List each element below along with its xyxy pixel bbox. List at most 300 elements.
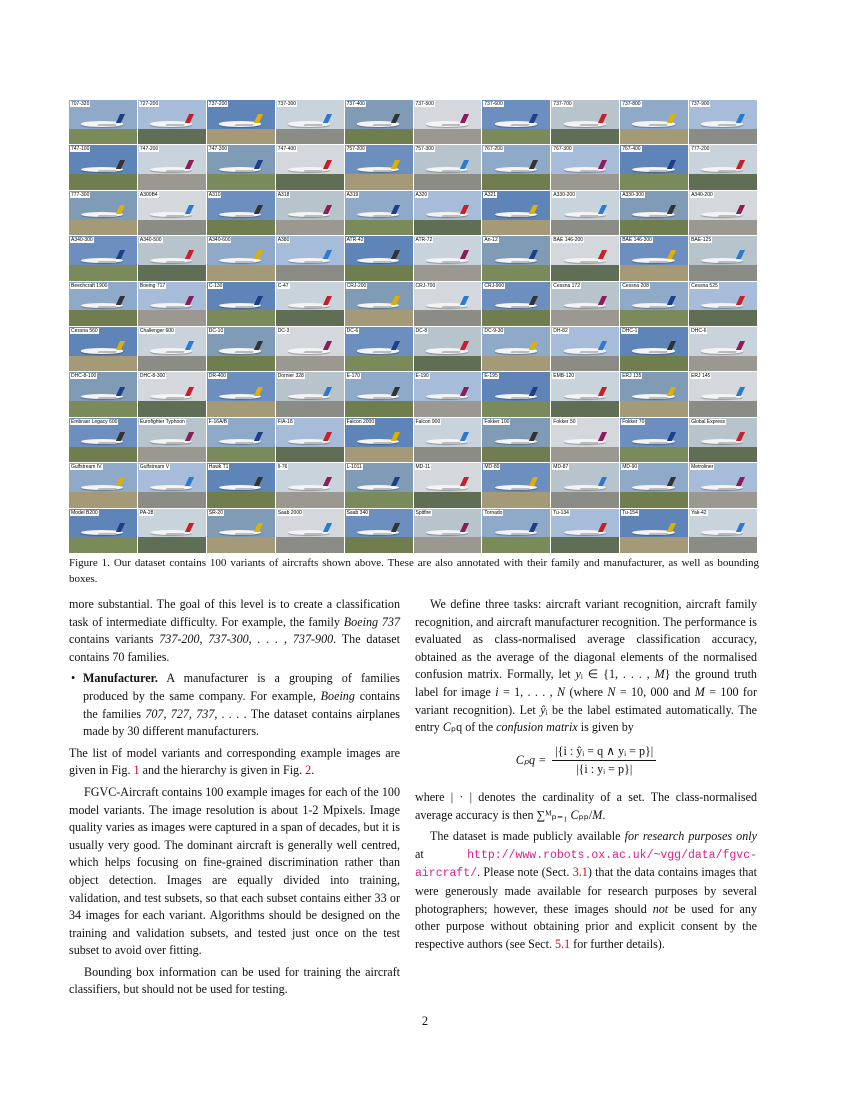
ground [482, 220, 550, 236]
aircraft-image [138, 236, 206, 280]
aircraft-image [345, 327, 413, 371]
airplane-tail [185, 205, 195, 214]
ground [414, 174, 482, 190]
airplane-wing [235, 306, 254, 308]
airplane-tail [598, 160, 608, 169]
variant-label: 737-500 [415, 101, 434, 107]
variant-label: 757-200 [346, 146, 365, 153]
airplane-tail [323, 432, 333, 441]
ground [345, 356, 413, 372]
airplane-wing [510, 306, 529, 308]
aircraft-image [69, 236, 137, 280]
variant-label: Global Express [691, 418, 725, 425]
ground [207, 356, 275, 372]
aircraft-image [207, 372, 275, 416]
left-column [69, 596, 400, 1003]
paragraph [69, 745, 400, 780]
ground [689, 356, 757, 372]
airplane-tail [116, 341, 126, 350]
text-run: ᵢ ∈ {1, . . . , [580, 667, 655, 682]
aircraft-image [138, 145, 206, 189]
airplane-tail [254, 205, 264, 214]
airplane-wing [235, 170, 254, 172]
airplane-wing [372, 533, 391, 535]
variant-label: A321 [484, 191, 497, 198]
ground [620, 447, 688, 463]
variant-label: ERJ 145 [691, 373, 711, 380]
variant-label: Metroliner [691, 464, 714, 471]
airplane-wing [303, 170, 322, 172]
ground [689, 447, 757, 463]
aircraft-image [414, 327, 482, 371]
aircraft-image [551, 509, 619, 553]
airplane-tail [323, 114, 333, 123]
ground [689, 220, 757, 236]
variant-label: 767-200 [484, 146, 503, 153]
aircraft-image [276, 100, 344, 144]
ground [69, 447, 137, 463]
aircraft-image [345, 372, 413, 416]
variant-label: Fokker 50 [553, 418, 576, 425]
ground [414, 356, 482, 372]
airplane-tail [667, 523, 677, 532]
aircraft-image [551, 327, 619, 371]
airplane-tail [116, 432, 126, 441]
ground [69, 492, 137, 508]
text-run: FGVC-Aircraft contains 100 example images for each of the 100 model variants. The image resolution is about 1-2 Mpixels. Image quality varies as images were captured in a span of decades, but it is usually very good. The dominant aircraft is generally well centred, which helps focusing on fine-grained discrimination rather than object detection. Images are equally divided into training, validation, and test subsets, so that each subset contains either 33 or 34 images for each variant. Algorithms should be designed on the training and validation subsets, and tested just once on the test subset to avoid over fitting. [69, 784, 400, 958]
aircraft-image [207, 145, 275, 189]
ground [689, 492, 757, 508]
airplane-tail [460, 114, 470, 123]
ground [620, 129, 688, 145]
cross-reference-link[interactable]: 3.1 [572, 865, 588, 880]
ground [620, 356, 688, 372]
aircraft-image [345, 145, 413, 189]
ground [551, 265, 619, 281]
airplane-tail [529, 160, 539, 169]
variant-label: 727-200 [139, 101, 159, 107]
ground [482, 401, 550, 417]
text-run: confusion matrix [496, 720, 578, 735]
text-run: . [602, 807, 606, 822]
ground [551, 174, 619, 190]
airplane-tail [460, 432, 470, 441]
variant-label: A319 [346, 191, 359, 198]
airplane-wing [510, 533, 529, 535]
airplane-wing [441, 488, 460, 490]
aircraft-image [620, 372, 688, 416]
ground [207, 220, 275, 236]
variant-label: Tornado [484, 509, 503, 516]
airplane-tail [116, 205, 126, 214]
text-run: i [495, 684, 499, 699]
aircraft-image [207, 191, 275, 235]
airplane-tail [391, 477, 401, 486]
airplane-tail [667, 387, 677, 396]
airplane-wing [372, 215, 391, 217]
text-run: ŷ [540, 702, 546, 717]
ground [138, 129, 206, 145]
ground [689, 129, 757, 145]
airplane-wing [579, 261, 598, 263]
airplane-wing [97, 397, 116, 399]
ground [276, 220, 344, 236]
ground [620, 265, 688, 281]
aircraft-variant-image-grid [69, 100, 757, 553]
dataset-url-link[interactable]: http://www.robots.ox.ac.uk/~vgg/data/fgvc-aircraft/ [415, 848, 757, 881]
airplane-wing [97, 488, 116, 490]
airplane-tail [254, 477, 264, 486]
airplane-wing [441, 215, 460, 217]
airplane-wing [441, 170, 460, 172]
variant-label: L-1011 [346, 464, 362, 471]
aircraft-image [482, 145, 550, 189]
airplane-tail [254, 114, 264, 123]
ground [482, 174, 550, 190]
variant-label: DHC-6 [691, 328, 707, 334]
availability-paragraph [415, 828, 757, 953]
text-run: = 10, 000 and [615, 684, 695, 699]
airplane-wing [97, 261, 116, 263]
airplane-tail [736, 114, 746, 123]
airplane-wing [303, 306, 322, 308]
aircraft-image [69, 145, 137, 189]
aircraft-image [207, 236, 275, 280]
variant-label: A318 [277, 191, 290, 198]
confusion-matrix-equation [415, 743, 757, 779]
text-run: is given by [577, 720, 634, 735]
airplane-tail [667, 341, 677, 350]
airplane-tail [391, 250, 401, 259]
airplane-tail [667, 477, 677, 486]
variant-label: PA-28 [139, 509, 154, 516]
ground [414, 129, 482, 145]
aircraft-image [689, 145, 757, 189]
variant-label: A310 [208, 191, 221, 198]
ground [551, 401, 619, 417]
aircraft-image [69, 418, 137, 462]
aircraft-image [207, 463, 275, 507]
airplane-tail [736, 341, 746, 350]
ground [414, 537, 482, 553]
airplane-tail [736, 205, 746, 214]
ground [69, 356, 137, 372]
aircraft-image [551, 418, 619, 462]
aircraft-image [689, 100, 757, 144]
aircraft-image [414, 191, 482, 235]
airplane-tail [460, 387, 470, 396]
airplane-wing [372, 306, 391, 308]
aircraft-image [276, 191, 344, 235]
ground [414, 401, 482, 417]
airplane-tail [529, 341, 539, 350]
bullet-icon: • [71, 671, 76, 686]
aircraft-image [69, 463, 137, 507]
aircraft-image [276, 282, 344, 326]
airplane-tail [185, 250, 195, 259]
text-run: M [654, 667, 665, 682]
text-run: at [415, 846, 468, 861]
airplane-wing [97, 306, 116, 308]
airplane-tail [667, 432, 677, 441]
ground [345, 129, 413, 145]
task-definition-paragraph [415, 596, 757, 737]
variant-label: 747-100 [71, 146, 90, 153]
airplane-tail [391, 205, 401, 214]
airplane-tail [323, 250, 333, 259]
variant-label: E-195 [484, 373, 498, 380]
bullet-item [69, 670, 400, 740]
ground [551, 220, 619, 236]
variant-label: ATR-42 [346, 237, 364, 244]
airplane-wing [166, 488, 185, 490]
ground [276, 537, 344, 553]
variant-label: ERJ 135 [622, 373, 642, 380]
airplane-tail [323, 341, 333, 350]
airplane-wing [441, 306, 460, 308]
airplane-wing [372, 261, 391, 263]
airplane-wing [166, 442, 185, 444]
airplane-tail [667, 205, 677, 214]
ground [482, 129, 550, 145]
variant-label: BAE 146-200 [553, 237, 584, 244]
variant-label: Challenger 600 [139, 328, 174, 334]
airplane-tail [323, 205, 333, 214]
variant-label: 707-320 [71, 101, 90, 107]
airplane-tail [667, 160, 677, 169]
variant-label: 737-800 [622, 101, 641, 107]
airplane-tail [185, 341, 195, 350]
ground [345, 447, 413, 463]
airplane-tail [736, 296, 746, 305]
aircraft-image [620, 282, 688, 326]
aircraft-image [69, 327, 137, 371]
text-run: be used for any other purpose without obtaining prior and explicit consent by the respective authors (see Sect. [415, 901, 757, 951]
ground [345, 174, 413, 190]
airplane-wing [372, 488, 391, 490]
airplane-wing [166, 306, 185, 308]
airplane-tail [460, 160, 470, 169]
airplane-tail [529, 387, 539, 396]
ground [620, 537, 688, 553]
equation-denominator: |{i : yᵢ = p}| [576, 762, 633, 777]
aircraft-image [689, 509, 757, 553]
ground [620, 174, 688, 190]
aircraft-image [620, 509, 688, 553]
ground [138, 174, 206, 190]
ground [138, 401, 206, 417]
airplane-tail [254, 523, 264, 532]
page-number: 2 [421, 1014, 429, 1028]
variant-label: Dornier 328 [277, 373, 304, 380]
aircraft-image [482, 282, 550, 326]
variant-label: F-16A/B [208, 418, 228, 425]
aircraft-image [414, 418, 482, 462]
airplane-tail [185, 432, 195, 441]
aircraft-image [138, 372, 206, 416]
airplane-wing [97, 442, 116, 444]
aircraft-image [345, 418, 413, 462]
aircraft-image [138, 463, 206, 507]
aircraft-image [138, 327, 206, 371]
airplane-wing [510, 170, 529, 172]
text-run: C [442, 720, 451, 735]
ground [689, 174, 757, 190]
variant-label: Cessna 560 [71, 328, 98, 334]
aircraft-image [345, 236, 413, 280]
aircraft-image [689, 463, 757, 507]
airplane-wing [166, 533, 185, 535]
aircraft-image [551, 145, 619, 189]
aircraft-image [138, 191, 206, 235]
variant-label: DHC-1 [622, 328, 638, 334]
airplane-tail [667, 296, 677, 305]
ground [207, 174, 275, 190]
variant-label: A340-500 [139, 237, 162, 244]
airplane-wing [235, 397, 254, 399]
accuracy-definition-paragraph [415, 789, 757, 824]
aircraft-image [689, 327, 757, 371]
variant-label: DH-82 [553, 328, 568, 334]
aircraft-image [689, 372, 757, 416]
text-run: The dataset is made publicly available [430, 829, 625, 844]
aircraft-image [276, 463, 344, 507]
variant-label: 737-600 [484, 101, 503, 107]
variant-label: A380 [277, 237, 290, 244]
airplane-wing [441, 261, 460, 263]
airplane-tail [116, 523, 126, 532]
ground [551, 492, 619, 508]
variant-label: EMB-120 [553, 373, 575, 380]
cross-reference-link[interactable]: 2 [305, 763, 312, 778]
variant-label: Tu-154 [622, 509, 638, 516]
variant-label: SR-20 [208, 509, 223, 516]
airplane-wing [579, 397, 598, 399]
variant-label: 767-300 [553, 146, 572, 153]
ground [69, 537, 137, 553]
aircraft-image [482, 327, 550, 371]
variant-label: Saab 340 [346, 509, 369, 516]
text-run: ₚₚ/ [578, 807, 593, 822]
aircraft-image [276, 236, 344, 280]
airplane-tail [736, 387, 746, 396]
ground [551, 129, 619, 145]
airplane-wing [648, 215, 667, 217]
airplane-wing [510, 397, 529, 399]
variant-label: Fokker 100 [484, 418, 510, 425]
airplane-tail [391, 160, 401, 169]
airplane-tail [736, 477, 746, 486]
ground [551, 447, 619, 463]
airplane-tail [529, 523, 539, 532]
airplane-tail [667, 250, 677, 259]
aircraft-image [620, 418, 688, 462]
aircraft-image [620, 236, 688, 280]
airplane-wing [303, 215, 322, 217]
airplane-tail [736, 432, 746, 441]
text-run: ᵢ be the label estimated automatically. The entry [415, 702, 757, 735]
variant-label: MD-87 [553, 464, 569, 471]
airplane-tail [529, 250, 539, 259]
variant-label: 747-300 [208, 146, 228, 153]
variant-label: A340-600 [208, 237, 231, 244]
aircraft-image [345, 191, 413, 235]
airplane-tail [116, 160, 126, 169]
variant-label: F/A-18 [277, 418, 293, 425]
equation-lhs: Cₚq = [515, 753, 547, 768]
text-run: 737-200, 737-300, . . . , 737-900 [159, 632, 334, 647]
text-run: . Please note (Sect. [477, 865, 573, 880]
variant-label: A340-300 [71, 237, 93, 244]
text-run: not [652, 901, 669, 916]
variant-label: 767-400 [622, 146, 641, 153]
right-column [415, 596, 757, 957]
variant-label: 757-300 [415, 146, 434, 153]
airplane-wing [303, 533, 322, 535]
ground [620, 492, 688, 508]
airplane-wing [372, 170, 391, 172]
airplane-tail [391, 523, 401, 532]
airplane-wing [372, 442, 391, 444]
text-run: Boeing [320, 688, 355, 703]
airplane-tail [391, 387, 401, 396]
variant-label: 737-200 [208, 101, 228, 107]
variant-label: Falcon 2000 [346, 418, 375, 425]
ground [414, 447, 482, 463]
variant-label: DHC-8-300 [139, 373, 166, 380]
ground [276, 265, 344, 281]
ground [345, 265, 413, 281]
ground [482, 356, 550, 372]
aircraft-image [414, 463, 482, 507]
aircraft-image [620, 100, 688, 144]
airplane-wing [717, 397, 736, 399]
variant-label: MD-90 [622, 464, 638, 471]
text-run: A manufacturer is a grouping of families produced by the same company. For example, [83, 671, 400, 703]
variant-label: DC-9-30 [484, 328, 504, 334]
aircraft-image [69, 100, 137, 144]
airplane-wing [579, 533, 598, 535]
aircraft-image [207, 327, 275, 371]
airplane-tail [185, 387, 195, 396]
variant-label: Cessna 525 [691, 282, 718, 289]
airplane-tail [460, 296, 470, 305]
ground [138, 220, 206, 236]
airplane-tail [185, 477, 195, 486]
aircraft-image [207, 100, 275, 144]
airplane-tail [736, 250, 746, 259]
airplane-wing [166, 261, 185, 263]
ground [276, 310, 344, 326]
text-run: = 1, . . . , [498, 684, 558, 699]
airplane-wing [510, 261, 529, 263]
aircraft-image [276, 372, 344, 416]
cross-reference-link[interactable]: 5.1 [555, 936, 571, 951]
text-run: ₚq of the [450, 720, 497, 735]
ground [276, 356, 344, 372]
airplane-tail [254, 432, 264, 441]
ground [689, 401, 757, 417]
aircraft-image [482, 191, 550, 235]
variant-label: DC-8 [415, 328, 428, 334]
aircraft-image [276, 418, 344, 462]
airplane-wing [441, 397, 460, 399]
airplane-wing [717, 215, 736, 217]
airplane-tail [323, 523, 333, 532]
airplane-tail [391, 114, 401, 123]
text-run: where | · | denotes the cardinality of a set. The class-normalised average accuracy is then ∑ᴹₚ₌₁ [415, 789, 757, 822]
cross-reference-link[interactable]: 1 [133, 763, 140, 778]
